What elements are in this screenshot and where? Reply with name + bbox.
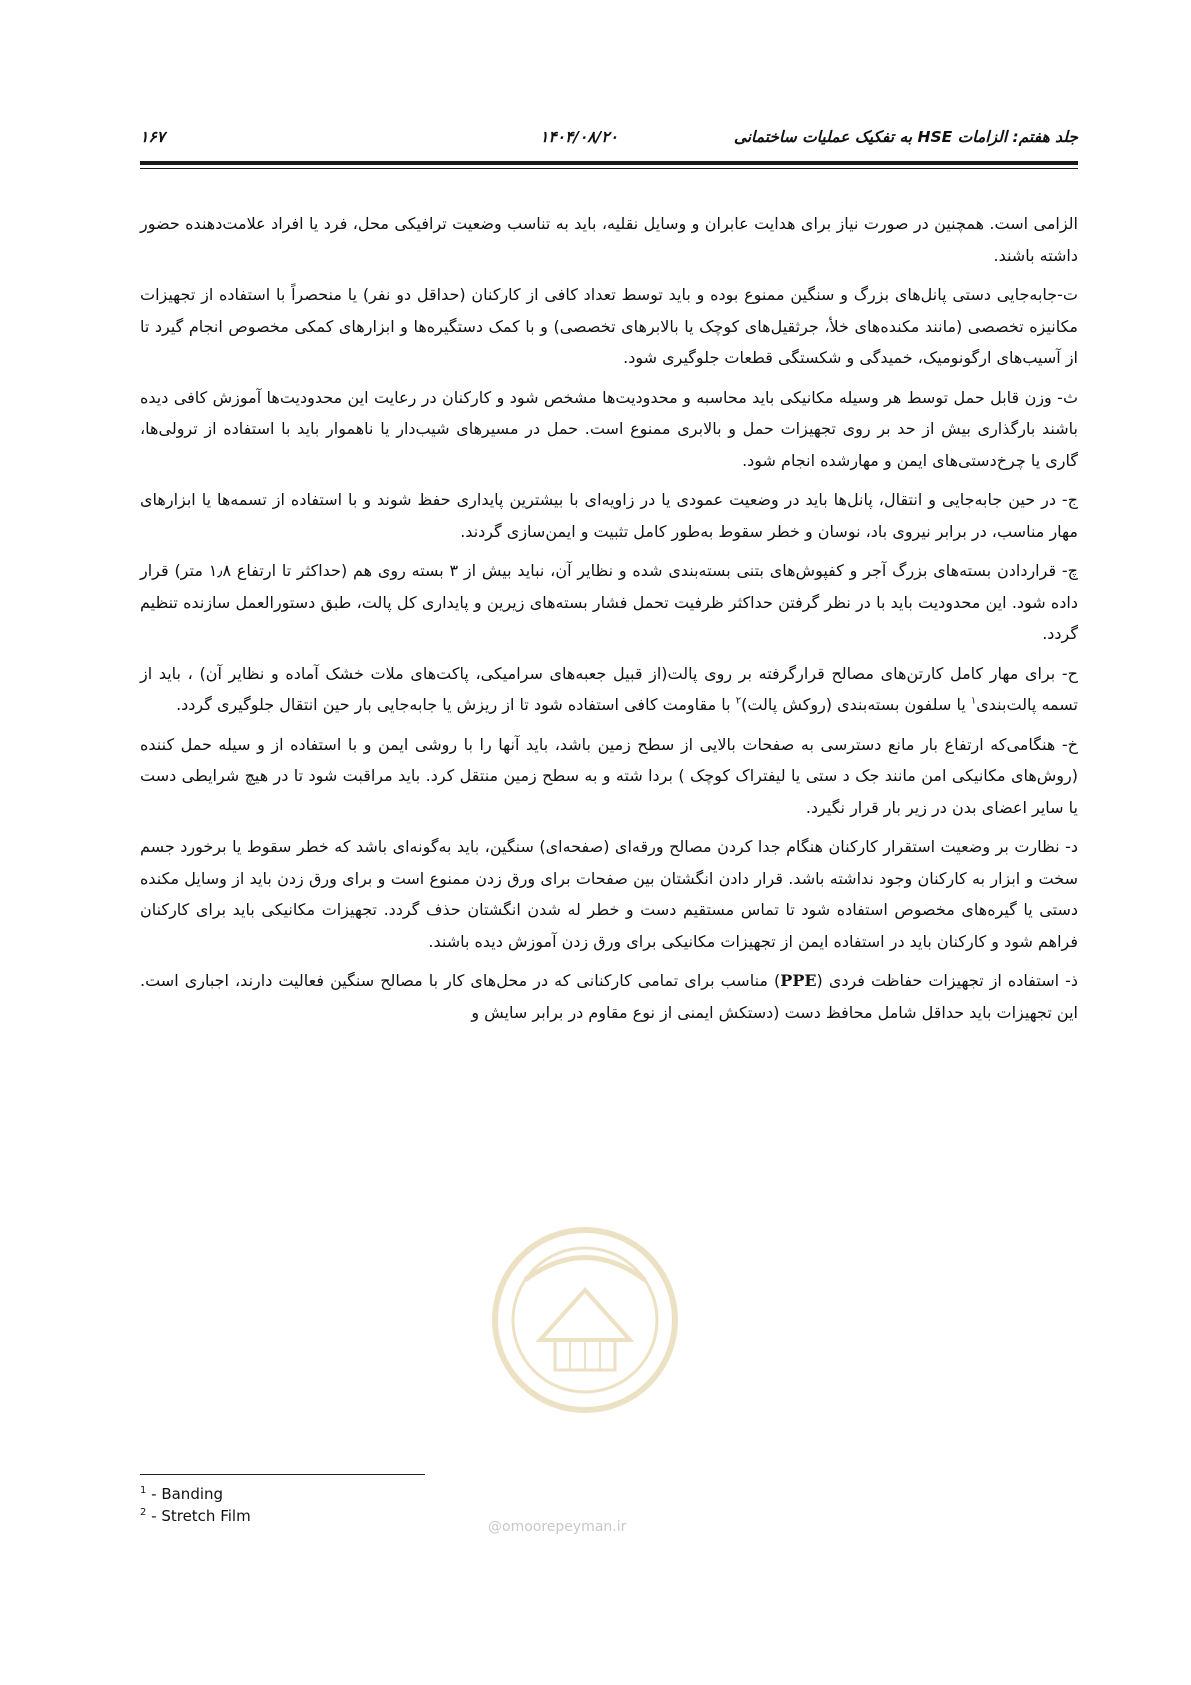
footnote-ref-1[interactable]: ۱ [970, 695, 977, 707]
footnote-1 [140, 1483, 640, 1505]
header-rule-thin [140, 168, 1078, 169]
footnote-2 [140, 1505, 640, 1527]
footnotes [140, 1483, 640, 1527]
page-header [140, 128, 1078, 154]
header-rule-thick [140, 161, 1078, 165]
footnote-divider [140, 1474, 425, 1475]
watermark-logo-icon [485, 1220, 685, 1420]
footnote-number: 1 [140, 1485, 147, 1496]
header-date: ۱۴۰۴/۰۸/۲۰ [540, 128, 618, 146]
ppe-abbreviation: PPE [780, 971, 817, 990]
paragraph-ppe [140, 965, 1078, 1028]
paragraph: چ- قراردادن بسته‌های بزرگ آجر و کفپوش‌های بتنی بسته‌بندی شده و نظایر آن، نباید بیش از ۳ بسته روی هم (حداکثر تا ارتفاع ۱٫۸ متر) قرار داده شود. این محدودیت باید با در نظر گرفتن حداکثر ظرفیت تحمل فشار بسته‌های زیرین و پایداری کل پالت، طبق دستورالعمل سازنده تنظیم گردد. [140, 561, 1078, 643]
paragraph: ج- در حین جابه‌جایی و انتقال، پانل‌ها باید در وضعیت عمودی یا در زاویه‌ای با بیشترین پایداری حفظ شوند و با استفاده از تسمه‌ها یا ابزارهای مهار مناسب، در برابر نیروی باد، نوسان و خطر سقوط به‌طور کامل تثبیت و ایمن‌سازی گردند. [140, 490, 1078, 541]
paragraph: ث- وزن قابل حمل توسط هر وسیله مکانیکی باید محاسبه و محدودیت‌ها مشخص شود و کارکنان در رعایت این محدودیت‌ها آموزش کافی دیده باشند بارگذاری بیش از حد بر روی تجهیزات حمل و بالابری ممنوع است. حمل در مسیرهای شیب‌دار یا ناهموار باید با استفاده از ترولی‌ها، گاری یا چرخ‌دستی‌های ایمن و مهارشده انجام شود. [140, 387, 1078, 470]
paragraph-text: ) مناسب برای تمامی کارکنانی که در محل‌های کار با مصالح سنگین فعالیت دارند، اجباری است. این تجهیزات باید حداقل شامل محافظ دست (دستکش ایمنی از نوع مقاوم در برابر سایش و [140, 971, 1078, 1022]
page-number: ۱۶۷ [140, 128, 165, 146]
paragraph: ت-جابه‌جایی دستی پانل‌های بزرگ و سنگین ممنوع بوده و باید توسط تعداد کافی از کارکنان (حداقل دو نفر) یا منحصراً با استفاده از تجهیزات مکانیزه تخصصی (مانند مکنده‌های خلأ، جرثقیل‌های کوچک یا بالابرهای تخصصی) و با کمک دستگیره‌ها و ابزارهای کمکی مخصوص انجام گیرد تا از آسیب‌های ارگونومیک، خمیدگی و شکستگی قطعات جلوگیری شود. [140, 285, 1078, 367]
paragraph-text: با مقاومت کافی استفاده شود تا از ریزش یا جابه‌جایی بار حین انتقال جلوگیری گردد. [176, 695, 736, 714]
paragraph: خ- هنگامی‌که ارتفاع بار مانع دسترسی به صفحات بالایی از سطح زمین باشد، باید آنها را با روشی ایمن و با استفاده از و سیله حمل کننده (روش‌های مکانیکی امن مانند جک د ستی یا لیفتراک کوچک ) بردا شته و به سطح زمین منتقل کرد. باید مراقبت شود تا در هیچ شرایطی دست یا سایر اعضای بدن در زیر بار قرار نگیرد. [140, 734, 1078, 817]
paragraph-text: ذ- استفاده از تجهیزات حفاظت فردی ( [816, 971, 1079, 990]
paragraph-text: ح- برای مهار کامل کارتن‌های مصالح قرارگرفته بر روی پالت(از قبیل جعبه‌های سرامیکی، پاکت‌های ملات خشک آماده و نظایر آن) ، باید از تسمه پالت‌بندی [140, 663, 1078, 714]
paragraph: الزامی است. همچنین در صورت نیاز برای هدایت عابران و وسایل نقلیه، باید به تناسب وضعیت ترافیکی محل، فرد یا افراد علامت‌دهنده حضور داشته باشند. [140, 214, 1078, 265]
watermark-text: @omoorepeyman.ir [488, 1519, 627, 1535]
paragraph-text: یا سلفون بسته‌بندی (روکش پالت) [741, 695, 971, 714]
footnote-text: - Stretch Film [146, 1507, 251, 1525]
footnote-text: - Banding [146, 1485, 224, 1503]
paragraph: د- نظارت بر وضعیت استقرار کارکنان هنگام جدا کردن مصالح ورقه‌ای (صفحه‌ای) سنگین، باید به‌گونه‌ای باشد که خطر سقوط یا برخورد جسم سخت و ابزار به کارکنان وجود نداشته باشد. قرار دادن انگشتان بین صفحات برای ورق زدن ممنوع است و برای ورق زدن باید از وسایل مکنده دستی یا گیره‌های مخصوص استفاده شود تا تماس مستقیم دست و خطر له شدن انگشتان حذف گردد. تجهیزات مکانیکی باید برای کارکنان فراهم شود و کارکنان باید در استفاده ایمن از تجهیزات مکانیکی برای ورق زدن آموزش دیده باشند. [140, 837, 1078, 951]
footnote-ref-2[interactable]: ۲ [735, 695, 742, 707]
footnote-number: 2 [140, 1507, 147, 1518]
header-title: جلد هفتم: الزامات HSE به تفکیک عملیات ساختمانی [733, 128, 1078, 146]
body-text [140, 208, 1078, 1036]
paragraph-with-footnotes [140, 658, 1078, 721]
